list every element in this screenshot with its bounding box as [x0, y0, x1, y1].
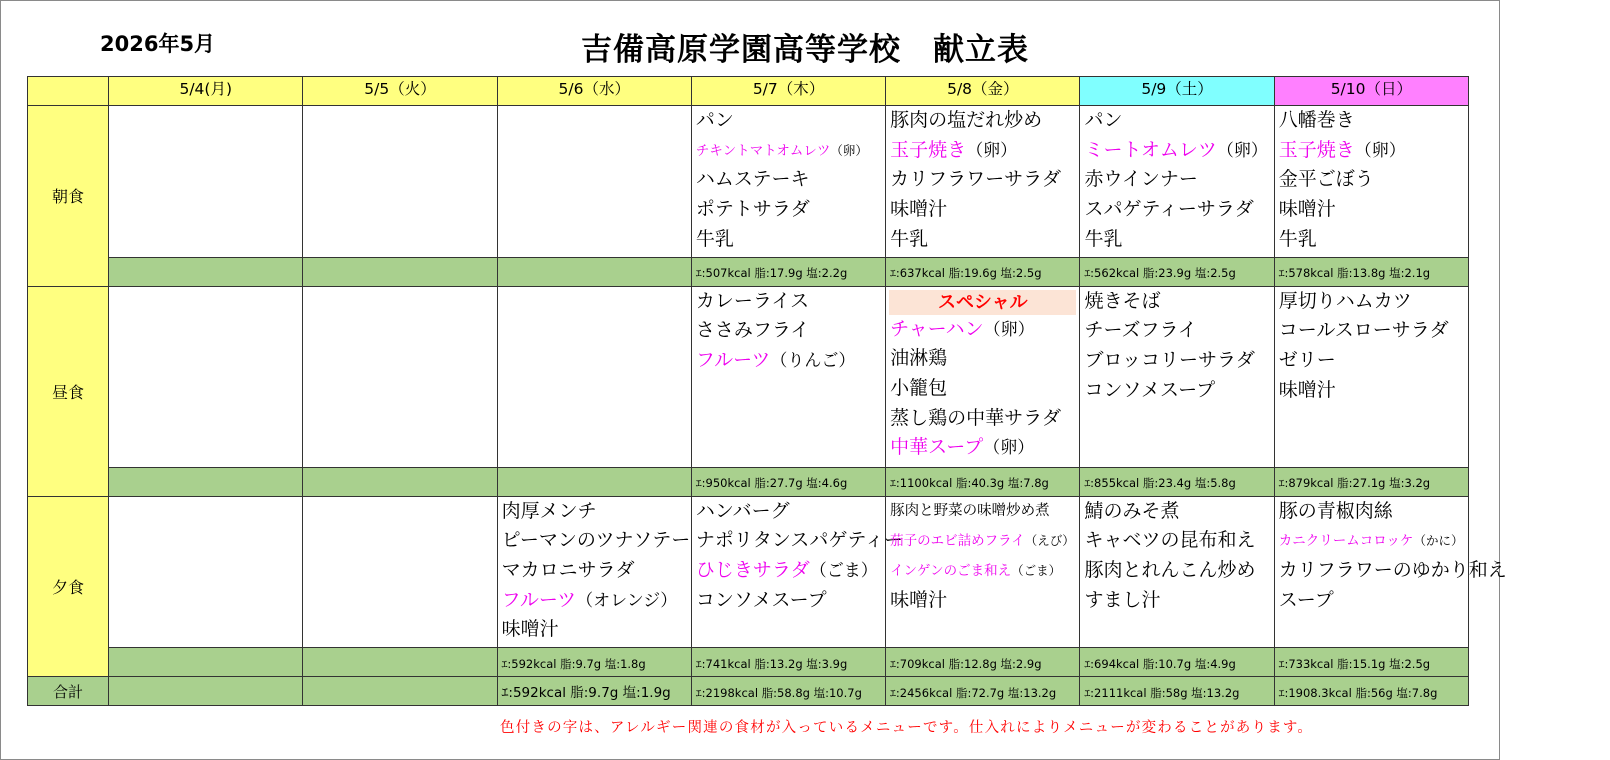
- menu-cell: [303, 496, 497, 648]
- nutrition-row: [28, 257, 1469, 286]
- nutrition-value: [109, 266, 113, 280]
- allergen-note-tag: （かに）: [1413, 533, 1464, 549]
- menu-item: [886, 433, 1079, 463]
- date-header: 5/6（水）: [497, 77, 691, 106]
- menu-cell: [303, 286, 497, 467]
- menu-table: [27, 76, 1507, 706]
- nutrition-cell: [886, 648, 1080, 677]
- allergen-note-tag: （ごま）: [809, 561, 878, 582]
- menu-cell: [109, 106, 303, 258]
- date-header: 5/8（金）: [886, 77, 1080, 106]
- date-header: 5/9（土）: [1080, 77, 1274, 106]
- menu-item: [1275, 526, 1468, 556]
- menu-item: [692, 556, 885, 586]
- nutrition-cell: [1080, 648, 1274, 677]
- menu-item: [1275, 287, 1468, 317]
- allergen-dish-name: カニクリームコロッケ: [1278, 533, 1414, 550]
- dish-name: 厚切りハムカツ: [1278, 289, 1412, 312]
- menu-item: [1275, 346, 1468, 376]
- meal-label: 昼食: [28, 286, 109, 496]
- menu-item: [1080, 526, 1273, 556]
- dish-name: カリフラワーサラダ: [890, 168, 1061, 191]
- corner-cell: [28, 77, 109, 106]
- menu-item: [1080, 556, 1273, 586]
- allergen-dish-name: チャーハン: [890, 317, 984, 340]
- allergen-note-tag: （オレンジ）: [576, 590, 678, 611]
- nutrition-value: [303, 266, 307, 280]
- nutrition-cell: [109, 648, 303, 677]
- menu-item: [1080, 316, 1273, 346]
- nutrition-value: ｴ:592kcal 脂:9.7g 塩:1.8g: [501, 656, 646, 671]
- nutrition-cell: [497, 467, 691, 496]
- allergen-note-tag: （卵）: [983, 438, 1035, 459]
- dish-name: 八幡巻き: [1278, 109, 1355, 131]
- nutrition-cell: [691, 467, 885, 496]
- menu-item: [886, 315, 1079, 345]
- menu-item: [498, 586, 691, 616]
- allergen-dish-name: インゲンのごま和え: [890, 563, 1012, 580]
- nutrition-value: ｴ:562kcal 脂:23.9g 塩:2.5g: [1084, 266, 1236, 280]
- menu-item: [1275, 376, 1468, 406]
- nutrition-value: ｴ:709kcal 脂:12.8g 塩:2.9g: [890, 656, 1042, 671]
- dish-name: パン: [695, 109, 734, 131]
- menu-cell: [1274, 286, 1468, 467]
- total-cell: [1274, 677, 1468, 706]
- meal-row: [28, 496, 1469, 648]
- total-cell: [497, 677, 691, 706]
- nutrition-cell: [1080, 467, 1274, 496]
- nutrition-value: [498, 476, 502, 490]
- total-value: [303, 686, 307, 700]
- allergen-dish-name: チキントマトオムレツ: [695, 142, 831, 159]
- menu-item: [1275, 136, 1468, 166]
- menu-cell: [1080, 496, 1274, 648]
- allergen-dish-name: 玉子焼き: [890, 138, 967, 161]
- dish-name: ナポリタンスパゲティー: [695, 529, 903, 552]
- menu-item: [886, 106, 1079, 136]
- nutrition-cell: [691, 257, 885, 286]
- dish-name: 赤ウインナー: [1084, 168, 1198, 191]
- dish-name: ささみフライ: [695, 319, 810, 342]
- dish-name: 金平ごぼう: [1278, 168, 1374, 191]
- allergen-note-tag: （卵）: [830, 142, 868, 158]
- dish-name: 豚肉とれんこん炒め: [1084, 559, 1256, 582]
- dish-name: ハンバーグ: [695, 499, 790, 522]
- allergen-dish-name: ひじきサラダ: [695, 559, 810, 582]
- menu-cell: [109, 286, 303, 467]
- menu-item: [1275, 586, 1468, 616]
- menu-cell: [109, 496, 303, 648]
- dish-name: スパゲティーサラダ: [1084, 198, 1254, 221]
- allergen-dish-name: ミートオムレツ: [1084, 138, 1217, 161]
- allergen-note-tag: （りんご）: [770, 350, 856, 371]
- menu-item: [886, 526, 1079, 556]
- menu-cell: [691, 106, 885, 258]
- menu-cell: [1274, 106, 1468, 258]
- nutrition-row: [28, 467, 1469, 496]
- nutrition-value: [109, 657, 113, 671]
- menu-item: [886, 225, 1079, 255]
- nutrition-value: ｴ:578kcal 脂:13.8g 塩:2.1g: [1278, 266, 1431, 280]
- nutrition-value: ｴ:694kcal 脂:10.7g 塩:4.9g: [1084, 656, 1236, 671]
- nutrition-value: [303, 657, 307, 671]
- nutrition-cell: [497, 257, 691, 286]
- menu-item: [498, 497, 691, 527]
- menu-item: [692, 195, 885, 225]
- total-cell: [1080, 677, 1274, 706]
- menu-cell: [886, 106, 1080, 258]
- total-cell: [109, 677, 303, 706]
- menu-item: [498, 526, 691, 556]
- total-value: ｴ:2456kcal 脂:72.7g 塩:13.2g: [890, 685, 1057, 700]
- meal-label: 朝食: [28, 106, 109, 287]
- menu-item: [1275, 556, 1507, 586]
- dish-name: パン: [1084, 109, 1123, 131]
- dish-name: 牛乳: [1278, 227, 1317, 250]
- nutrition-cell: [109, 467, 303, 496]
- date-header: 5/10（日）: [1274, 77, 1468, 106]
- allergen-note-tag: （ごま）: [1011, 563, 1062, 579]
- menu-item: [692, 287, 885, 317]
- nutrition-value: ｴ:507kcal 脂:17.9g 塩:2.2g: [695, 266, 848, 280]
- dish-name: 肉厚メンチ: [501, 499, 597, 522]
- menu-item: [1275, 195, 1468, 225]
- menu-item: [886, 136, 1079, 166]
- dish-name: 味噌汁: [890, 588, 948, 611]
- dish-name: 豚肉の塩だれ炒め: [890, 109, 1043, 131]
- nutrition-cell: [1080, 257, 1274, 286]
- menu-item: [1080, 376, 1273, 406]
- menu-item: [886, 344, 1079, 374]
- dish-name: 牛乳: [1084, 227, 1123, 250]
- nutrition-value: ｴ:855kcal 脂:23.4g 塩:5.8g: [1084, 476, 1236, 491]
- menu-item: [692, 497, 885, 527]
- nutrition-value: ｴ:733kcal 脂:15.1g 塩:2.5g: [1278, 656, 1431, 671]
- dish-name: ポテトサラダ: [695, 198, 810, 221]
- menu-cell: [497, 496, 691, 648]
- dish-name: ピーマンのツナソテー: [501, 529, 691, 552]
- total-cell: [886, 677, 1080, 706]
- nutrition-value: ｴ:637kcal 脂:19.6g 塩:2.5g: [890, 266, 1042, 280]
- menu-item: [1080, 346, 1273, 376]
- menu-cell: [1080, 106, 1274, 258]
- menu-item: [1080, 136, 1273, 166]
- menu-item: [886, 374, 1079, 404]
- dish-name: チーズフライ: [1084, 319, 1197, 342]
- menu-item: [692, 586, 885, 616]
- allergen-note-tag: （卵）: [966, 140, 1018, 161]
- dish-name: マカロニサラダ: [501, 559, 635, 582]
- total-value: ｴ:1908.3kcal 脂:56g 塩:7.8g: [1278, 685, 1438, 700]
- menu-cell: [691, 496, 903, 648]
- total-cell: [691, 677, 885, 706]
- dish-name: キャベツの昆布和え: [1084, 529, 1256, 552]
- dish-name: スープ: [1278, 588, 1334, 611]
- dish-name: 油淋鶏: [890, 347, 948, 370]
- date-header: 5/7（木）: [691, 77, 885, 106]
- menu-item: [886, 195, 1079, 225]
- menu-item: [1275, 165, 1468, 195]
- dish-name: 牛乳: [695, 227, 734, 250]
- menu-item: [1275, 316, 1468, 346]
- allergen-note-tag: （えび）: [1024, 533, 1075, 549]
- menu-item: [692, 136, 885, 166]
- nutrition-cell: [497, 648, 691, 677]
- menu-item: [1080, 195, 1273, 225]
- menu-item: [1080, 287, 1273, 317]
- dish-name: ブロッコリーサラダ: [1084, 348, 1255, 371]
- allergen-dish-name: フルーツ: [695, 348, 771, 371]
- nutrition-value: ｴ:741kcal 脂:13.2g 塩:3.9g: [695, 656, 848, 671]
- special-badge: スペシャル: [889, 290, 1076, 315]
- allergen-note-tag: （卵）: [1354, 140, 1406, 161]
- dish-name: 味噌汁: [1278, 378, 1336, 401]
- dish-name: 味噌汁: [1278, 198, 1336, 221]
- nutrition-value: ｴ:950kcal 脂:27.7g 塩:4.6g: [695, 476, 848, 491]
- date-header-row: [28, 77, 1469, 106]
- dish-name: すまし汁: [1084, 588, 1161, 611]
- menu-item: [1080, 165, 1273, 195]
- allergen-note-tag: （卵）: [1216, 140, 1268, 161]
- menu-cell: [691, 286, 885, 467]
- nutrition-cell: [109, 257, 303, 286]
- menu-item: [1275, 106, 1468, 136]
- menu-item: [692, 106, 885, 136]
- date-header: 5/4(月): [109, 77, 303, 106]
- dish-name: カレーライス: [695, 289, 810, 312]
- dish-name: ゼリー: [1278, 348, 1336, 371]
- allergen-dish-name: 玉子焼き: [1278, 138, 1355, 161]
- menu-item: [886, 404, 1079, 434]
- allergen-dish-name: 茄子のエビ詰めフライ: [890, 533, 1025, 550]
- total-value: [109, 686, 113, 700]
- allergen-note: 色付きの字は、アレルギー関連の食材が入っているメニューです。仕入れによりメニューが変わることがあります。: [500, 720, 1314, 736]
- menu-item: [692, 526, 903, 556]
- date-header: 5/5（火）: [303, 77, 497, 106]
- nutrition-cell: [303, 648, 497, 677]
- nutrition-cell: [691, 648, 885, 677]
- menu-cell: [497, 106, 691, 258]
- menu-item: [1080, 586, 1273, 616]
- nutrition-cell: [1274, 648, 1468, 677]
- dish-name: 牛乳: [890, 227, 929, 250]
- menu-item: [1080, 106, 1273, 136]
- nutrition-value: [109, 476, 113, 490]
- nutrition-row: [28, 648, 1469, 677]
- nutrition-value: [303, 476, 307, 490]
- menu-cell: [1274, 496, 1507, 648]
- dish-name: コールスローサラダ: [1278, 319, 1449, 342]
- meal-row: [28, 286, 1469, 467]
- menu-item: [1275, 497, 1468, 527]
- menu-item: [1275, 225, 1468, 255]
- menu-cell: [886, 496, 1080, 648]
- page-title: 吉備高原学園高等学校 献立表: [581, 32, 1029, 68]
- nutrition-cell: [303, 467, 497, 496]
- nutrition-cell: [886, 257, 1080, 286]
- menu-item: [1080, 497, 1273, 527]
- dish-name: 豚肉と野菜の味噌炒め煮: [890, 502, 1050, 519]
- allergen-note-tag: （卵）: [983, 319, 1035, 340]
- menu-item: [692, 225, 885, 255]
- menu-item: [886, 586, 1079, 616]
- dish-name: カリフラワーのゆかり和え: [1278, 559, 1507, 582]
- total-label: 合計: [28, 677, 109, 706]
- menu-cell: [497, 286, 691, 467]
- menu-item: [692, 316, 885, 346]
- nutrition-cell: [303, 257, 497, 286]
- nutrition-cell: [1274, 257, 1468, 286]
- dish-name: 味噌汁: [890, 198, 948, 221]
- dish-name: 蒸し鶏の中華サラダ: [890, 406, 1061, 429]
- dish-name: ハムステーキ: [695, 168, 810, 191]
- menu-cell: [1080, 286, 1274, 467]
- total-cell: [303, 677, 497, 706]
- meal-label: 夕食: [28, 496, 109, 677]
- nutrition-cell: [1274, 467, 1468, 496]
- meal-row: [28, 106, 1469, 258]
- dish-name: 焼きそば: [1084, 289, 1161, 312]
- allergen-dish-name: フルーツ: [501, 588, 577, 611]
- dish-name: コンソメスープ: [1084, 378, 1216, 401]
- month-label: 2026年5月: [100, 32, 216, 56]
- menu-item: [692, 346, 885, 376]
- nutrition-value: ｴ:1100kcal 脂:40.3g 塩:7.8g: [890, 476, 1049, 491]
- menu-item: [498, 615, 691, 645]
- nutrition-value: ｴ:879kcal 脂:27.1g 塩:3.2g: [1278, 476, 1431, 491]
- allergen-dish-name: 中華スープ: [890, 436, 984, 459]
- menu-item: [1080, 225, 1273, 255]
- total-value: ｴ:2198kcal 脂:58.8g 塩:10.7g: [695, 685, 862, 700]
- nutrition-value: [498, 266, 502, 280]
- dish-name: 豚の青椒肉絲: [1278, 499, 1393, 522]
- dish-name: 鯖のみそ煮: [1084, 499, 1180, 522]
- menu-item: [692, 165, 885, 195]
- menu-item: [886, 556, 1079, 586]
- total-value: ｴ:2111kcal 脂:58g 塩:13.2g: [1084, 685, 1240, 700]
- menu-cell: [886, 286, 1080, 467]
- menu-item: [886, 497, 1079, 527]
- nutrition-cell: [886, 467, 1080, 496]
- dish-name: 味噌汁: [501, 618, 559, 641]
- menu-item: [498, 556, 691, 586]
- dish-name: 小籠包: [890, 376, 948, 399]
- menu-cell: [303, 106, 497, 258]
- menu-item: [886, 165, 1079, 195]
- total-value: ｴ:592kcal 脂:9.7g 塩:1.9g: [501, 685, 671, 702]
- dish-name: コンソメスープ: [695, 588, 827, 611]
- total-row: [28, 677, 1469, 706]
